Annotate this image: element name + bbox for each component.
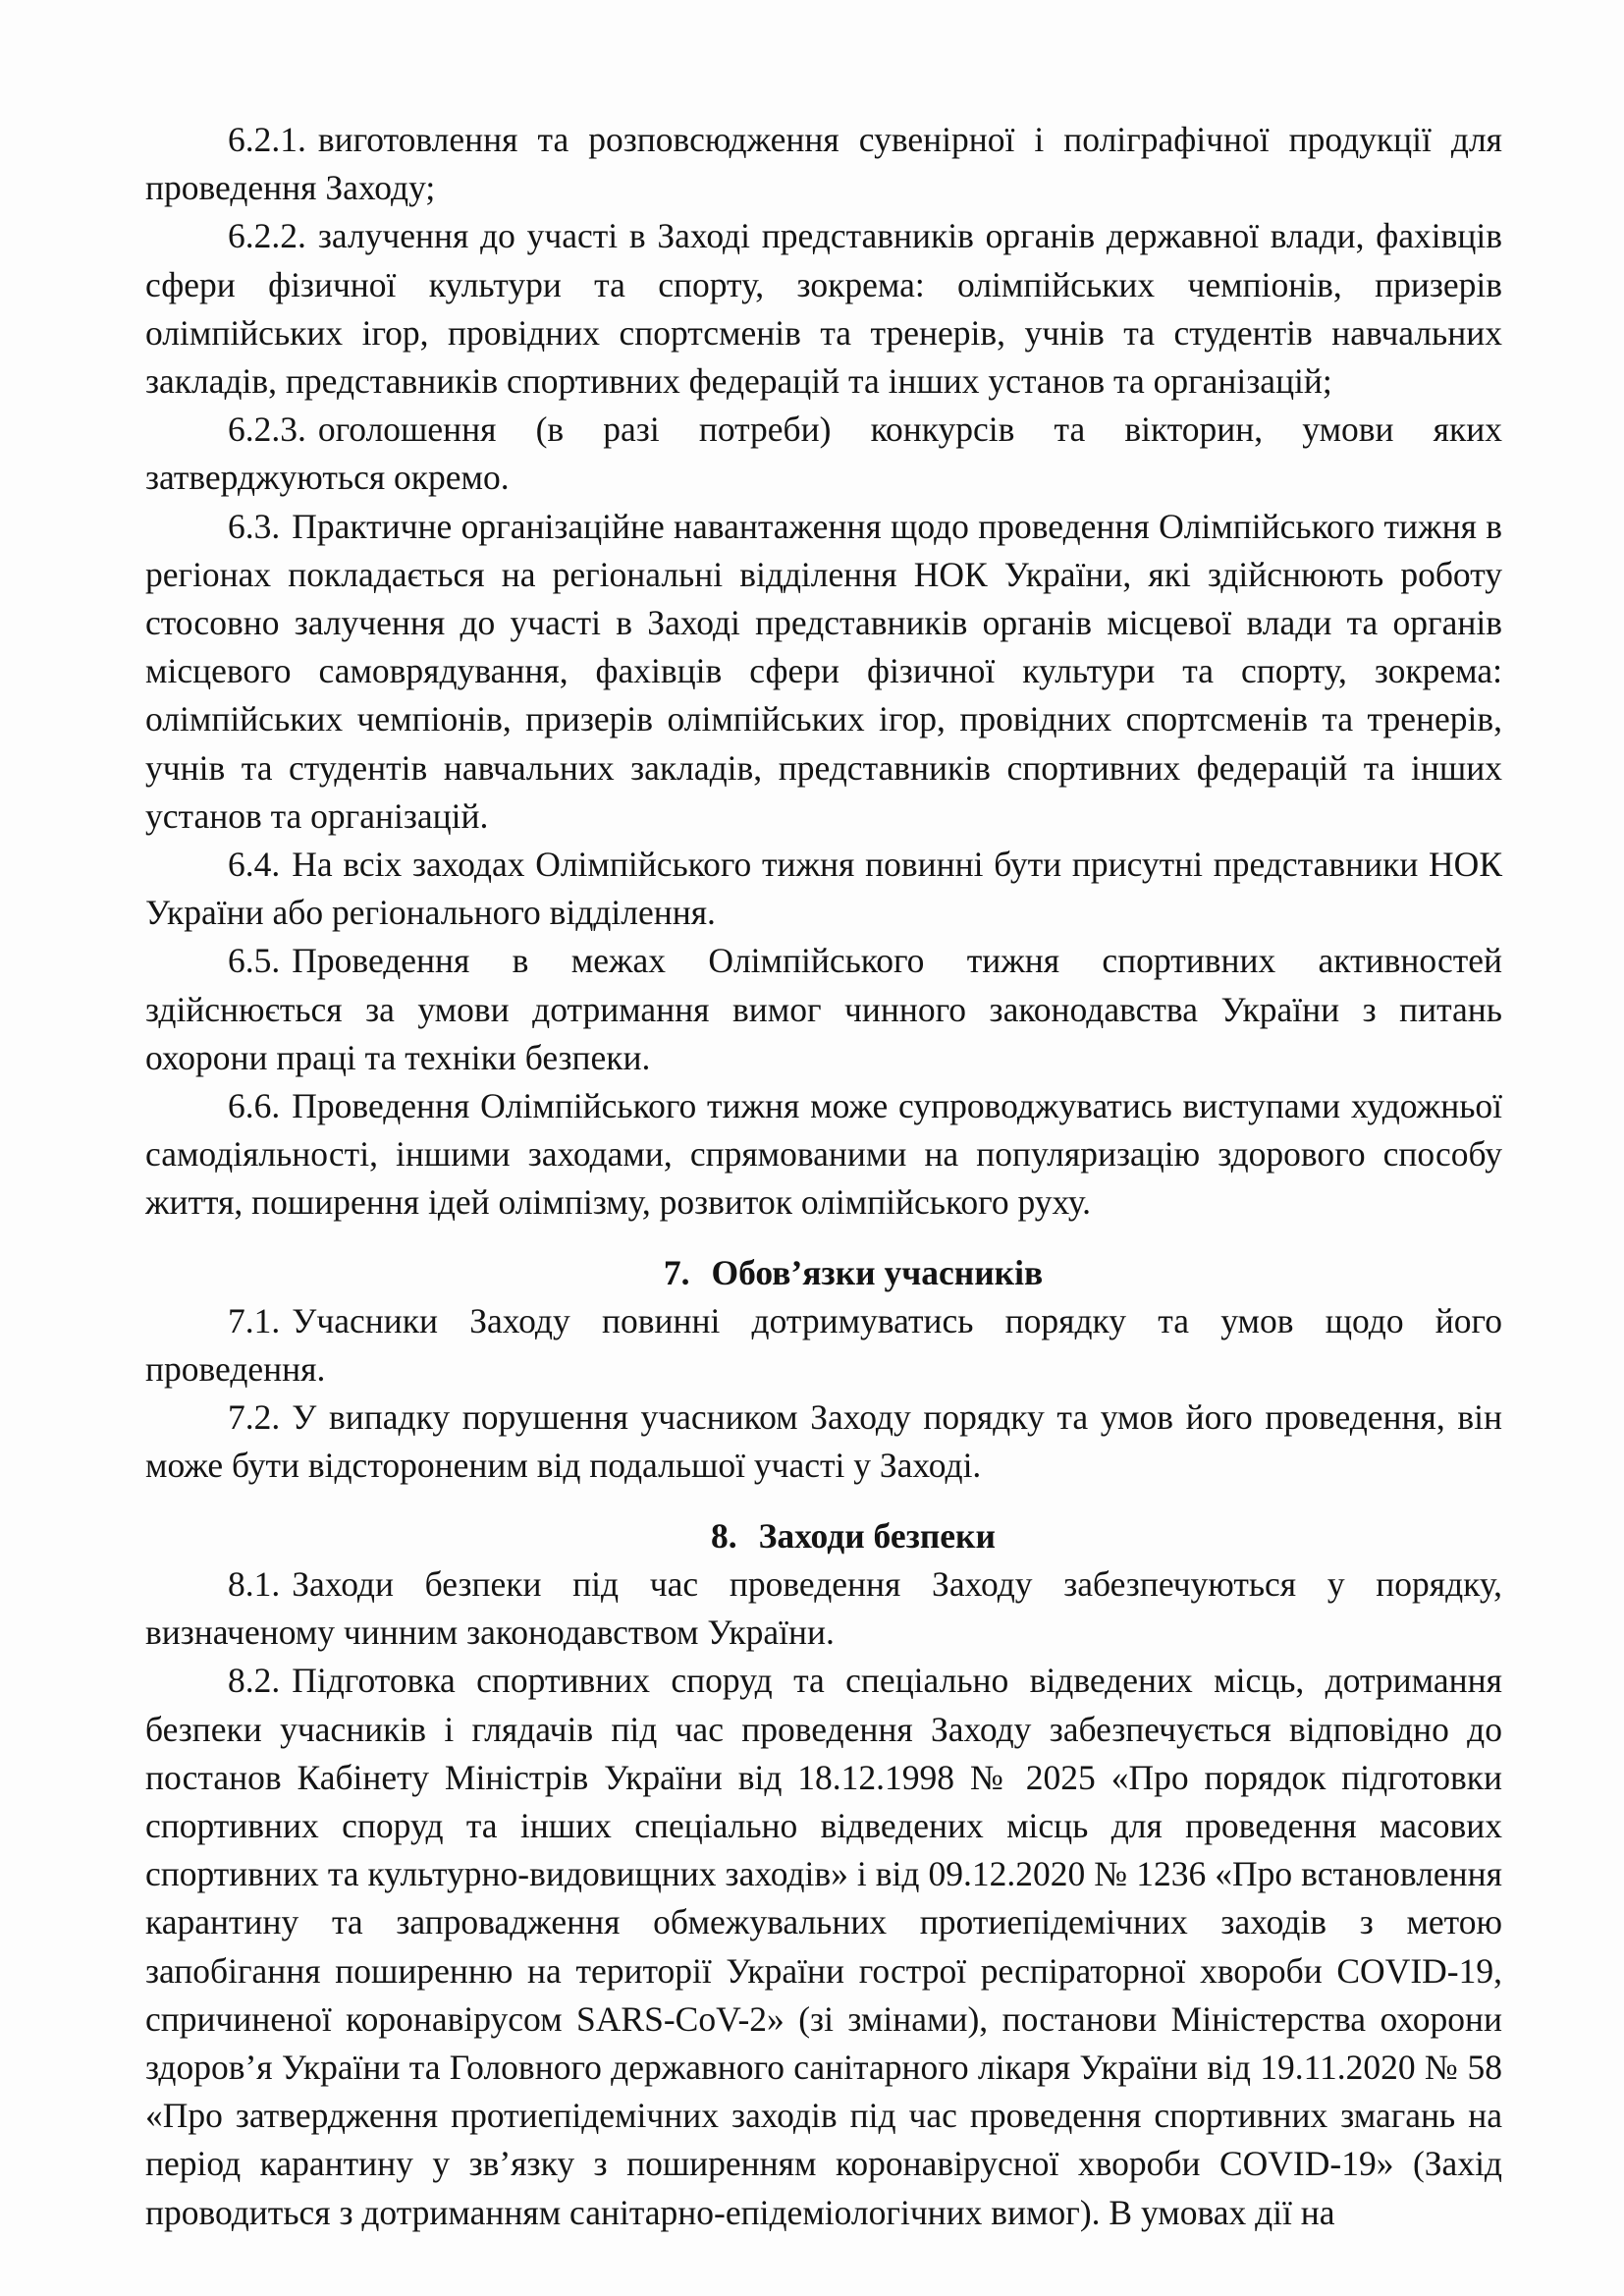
paragraph-text: Учасники Заходу повинні дотримуватись порядку та умов щодо його проведення. (145, 1300, 1502, 1390)
paragraph-number: 6.6. (228, 1086, 281, 1126)
paragraph-number: 8.2. (228, 1661, 281, 1701)
paragraph-8-2 (145, 1657, 1502, 2236)
paragraph-text: Підготовка спортивних споруд та спеціально відведених місць, дотримання безпеки учасників і глядачів під час проведення Заходу забезпечується відповідно до постанов Кабінету Міністрів України від 18.12.1998 № 2025 «Про порядок підготовки спортивних споруд та інших спеціально відведених місць для проведення масових спортивних та культурно-видовищних заходів» і від 09.12.2020 № 1236 «Про встановлення карантину та запровадження обмежувальних протиепідемічних заходів з метою запобігання поширенню на території України гострої респіраторної хвороби COVID-19, спричиненої коронавірусом SARS-CoV-2» (зі змінами), постанови Міністерства охорони здоров’я України та Головного державного санітарного лікаря України від 19.11.2020 № 58 «Про затвердження протиепідемічних заходів під час проведення спортивних змагань на період карантину у зв’язку з поширенням коронавірусної хвороби COVID-19» (Захід проводиться з дотриманням санітарно-епідеміологічних вимог). В умовах дії на (145, 1661, 1502, 2232)
paragraph-6-4 (145, 841, 1502, 937)
paragraph-text: На всіх заходах Олімпійського тижня повинні бути присутні представники НОК України або регіонального відділення. (145, 845, 1502, 933)
paragraph-6-2-1 (145, 116, 1502, 212)
paragraph-number: 8.1. (228, 1563, 281, 1604)
paragraph-6-2-3 (145, 406, 1502, 502)
section-title: Заходи безпеки (758, 1515, 996, 1556)
paragraph-6-5 (145, 937, 1502, 1082)
paragraph-7-2 (145, 1394, 1502, 1490)
paragraph-6-3 (145, 503, 1502, 841)
paragraph-text: Проведення в межах Олімпійського тижня спортивних активностей здійснюється за умови дотримання вимог чинного законодавства України з питань охорони праці та техніки безпеки. (145, 941, 1502, 1077)
paragraph-number: 7.2. (228, 1397, 281, 1438)
section-number: 8. (711, 1515, 737, 1556)
paragraph-number: 6.3. (228, 506, 281, 546)
document-body (145, 116, 1502, 2237)
paragraph-text: виготовлення та розповсюдження сувенірної і поліграфічної продукції для проведення Заходу; (145, 120, 1502, 208)
paragraph-7-1 (145, 1297, 1502, 1394)
paragraph-number: 6.2.1. (228, 120, 306, 159)
paragraph-6-6 (145, 1082, 1502, 1228)
paragraph-number: 6.5. (228, 941, 281, 981)
section-title: Обов’язки учасників (711, 1252, 1044, 1292)
paragraph-8-1 (145, 1560, 1502, 1657)
paragraph-text: Практичне організаційне навантаження щодо проведення Олімпійського тижня в регіонах покладається на регіональні відділення НОК України, які здійснюють роботу стосовно залучення до участі в Заході представників органів місцевої влади та органів місцевого самоврядування, фахівців сфери фізичної культури та спорту, зокрема: олімпійських чемпіонів, призерів олімпійських ігор, провідних спортсменів та тренерів, учнів та студентів навчальних закладів, представників спортивних федерацій та інших установ та організацій. (145, 506, 1502, 836)
paragraph-number: 6.2.2. (228, 216, 306, 256)
paragraph-text: У випадку порушення учасником Заходу порядку та умов його проведення, він може бути відстороненим від подальшої участі у Заході. (145, 1397, 1502, 1486)
section-number: 7. (663, 1252, 690, 1292)
paragraph-text: залучення до участі в Заході представників органів державної влади, фахівців сфери фізичної культури та спорту, зокрема: олімпійських чемпіонів, призерів олімпійських ігор, провідних спортсменів та тренерів, учнів та студентів навчальних закладів, представників спортивних федерацій та інших установ та організацій; (145, 216, 1502, 402)
paragraph-text: Заходи безпеки під час проведення Заходу забезпечуються у порядку, визначеному чинним законодавством України. (145, 1563, 1502, 1653)
paragraph-number: 6.4. (228, 845, 281, 885)
paragraph-number: 6.2.3. (228, 410, 306, 450)
paragraph-6-2-2 (145, 212, 1502, 406)
section-8-heading (145, 1512, 1502, 1560)
paragraph-number: 7.1. (228, 1300, 281, 1340)
paragraph-text: оголошення (в разі потреби) конкурсів та вікторин, умови яких затверджуються окремо. (145, 410, 1502, 498)
section-7-heading (145, 1249, 1502, 1297)
paragraph-text: Проведення Олімпійського тижня може супроводжуватись виступами художньої самодіяльності, іншими заходами, спрямованими на популяризацію здорового способу життя, поширення ідей олімпізму, розвиток олімпійського руху. (145, 1086, 1502, 1223)
